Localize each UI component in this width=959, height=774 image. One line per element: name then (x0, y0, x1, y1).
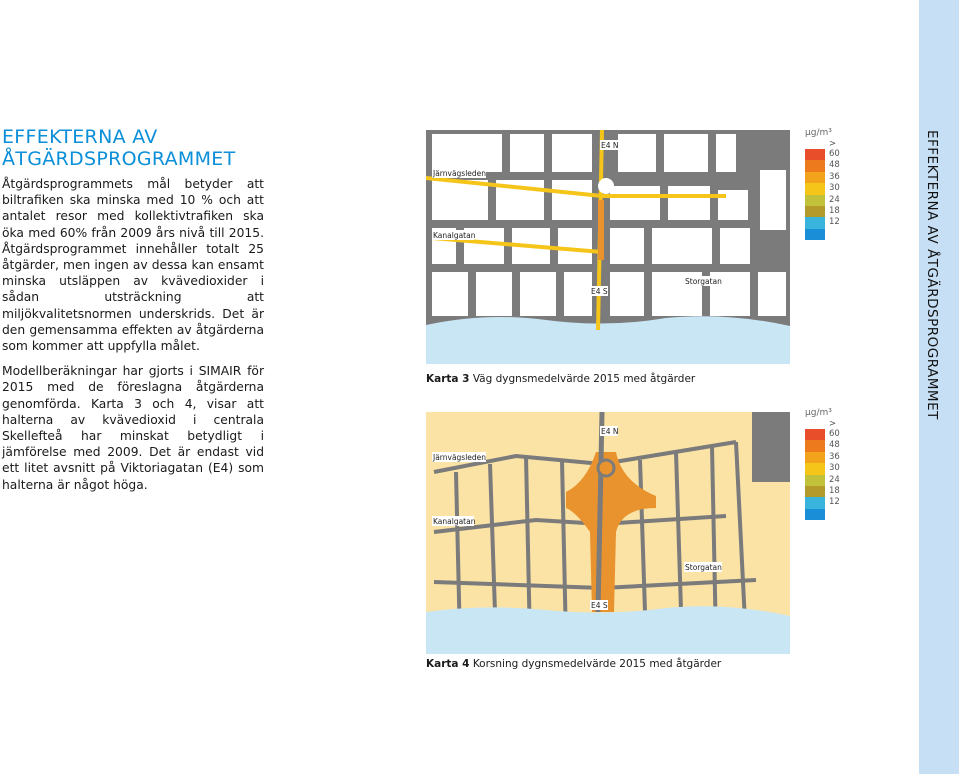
legend-label: 24 (829, 474, 840, 485)
legend-swatch (805, 160, 825, 171)
legend-row (805, 486, 865, 497)
legend-label: 12 (829, 217, 840, 228)
legend-swatch (805, 149, 825, 160)
legend-label: 18 (829, 485, 840, 496)
legend-swatch (805, 429, 825, 440)
map3-storgatan-label: Storgatan (685, 277, 722, 286)
legend-greater-than: > (829, 139, 837, 149)
legend-row (805, 149, 865, 160)
legend-swatch (805, 475, 825, 486)
legend-row (805, 195, 865, 206)
legend-row (805, 452, 865, 463)
legend-label: 24 (829, 194, 840, 205)
legend-row (805, 206, 865, 217)
legend-label: 60 (829, 429, 840, 439)
legend-swatch (805, 463, 825, 474)
legend-swatch (805, 440, 825, 451)
legend-row (805, 463, 865, 474)
legend-label: 36 (829, 171, 840, 182)
legend-swatch (805, 172, 825, 183)
legend-label: 36 (829, 451, 840, 462)
article-heading: EFFEKTERNA AV ÅTGÄRDSPROGRAMMET (2, 126, 236, 170)
legend-label: 60 (829, 149, 840, 159)
side-section-label: EFFEKTERNA AV ÅTGÄRDSPROGRAMMET (924, 130, 940, 420)
legend-swatch (805, 217, 825, 228)
map-3-caption-key: Karta 3 (426, 373, 470, 385)
map3-kanalgatan-label: Kanalgatan (433, 231, 476, 240)
legend-row (805, 229, 865, 240)
map3-e4s-label: E4 S (591, 287, 608, 296)
map-4-caption-text: Korsning dygnsmedelvärde 2015 med åtgärder (472, 658, 722, 670)
legend-swatch (805, 497, 825, 508)
legend-label: 18 (829, 205, 840, 216)
map-3-caption (426, 373, 695, 385)
map-3-caption-text: Väg dygnsmedelvärde 2015 med åtgärder (472, 373, 696, 385)
legend-map-4 (805, 408, 865, 520)
legend-swatch (805, 183, 825, 194)
legend-swatch (805, 452, 825, 463)
map-4-caption (426, 658, 721, 670)
legend-swatch (805, 206, 825, 217)
legend-row (805, 497, 865, 508)
legend-label: 30 (829, 463, 840, 474)
map-3 (426, 130, 790, 364)
legend-rows (805, 429, 865, 520)
map-4 (426, 412, 790, 654)
article-column (2, 126, 264, 493)
legend-unit: µg/m³ (805, 128, 832, 138)
legend-rows (805, 149, 865, 240)
legend-swatch (805, 229, 825, 240)
legend-label: 12 (829, 497, 840, 508)
legend-row (805, 475, 865, 486)
legend-row (805, 429, 865, 440)
map3-jarnvagsleden-label: Järnvägsleden (433, 169, 487, 178)
legend-row (805, 217, 865, 228)
map4-storgatan-label: Storgatan (685, 563, 722, 572)
map4-e4s-label: E4 S (591, 601, 608, 610)
legend-swatch (805, 195, 825, 206)
legend-label: 30 (829, 183, 840, 194)
legend-map-3 (805, 128, 865, 240)
legend-unit: µg/m³ (805, 408, 832, 418)
legend-label: 48 (829, 440, 840, 451)
map4-e4n-label: E4 N (601, 427, 619, 436)
legend-swatch (805, 509, 825, 520)
article-paragraph-1: Åtgärdsprogrammets mål betyder att biltrafiken ska minska med 10 % och att antalet resor med kollektivtrafiken ska öka med 60% från 2009 års nivå till 2015. Åtgärdsprogrammet innehåller totalt 25 åtgärder, men ingen av dessa kan ensamt minska utsläppen av kvävedioxider i sådan utsträckning att miljökvalitetsnormen underskrids. Det är den gemensamma effekten av åtgärderna som kommer att uppfylla målet. (2, 177, 264, 354)
map-4-caption-key: Karta 4 (426, 658, 470, 670)
map4-kanalgatan-label: Kanalgatan (433, 517, 476, 526)
legend-row (805, 509, 865, 520)
legend-greater-than: > (829, 419, 837, 429)
legend-swatch (805, 486, 825, 497)
legend-row (805, 440, 865, 451)
legend-label: 48 (829, 160, 840, 171)
legend-row (805, 183, 865, 194)
legend-row (805, 160, 865, 171)
map3-e4n-label: E4 N (601, 141, 619, 150)
map4-jarnvagsleden-label: Järnvägsleden (433, 453, 487, 462)
legend-row (805, 172, 865, 183)
article-paragraph-2: Modellberäkningar har gjorts i SIMAIR för 2015 med de föreslagna åtgärderna genomförda. Karta 3 och 4, visar att halterna av kvävedioxid i centrala Skellefteå har minskat betydligt i jämförelse med 2009. Det är endast vid ett litet avsnitt på Viktoriagatan (E4) som halterna är något höga. (2, 364, 264, 492)
